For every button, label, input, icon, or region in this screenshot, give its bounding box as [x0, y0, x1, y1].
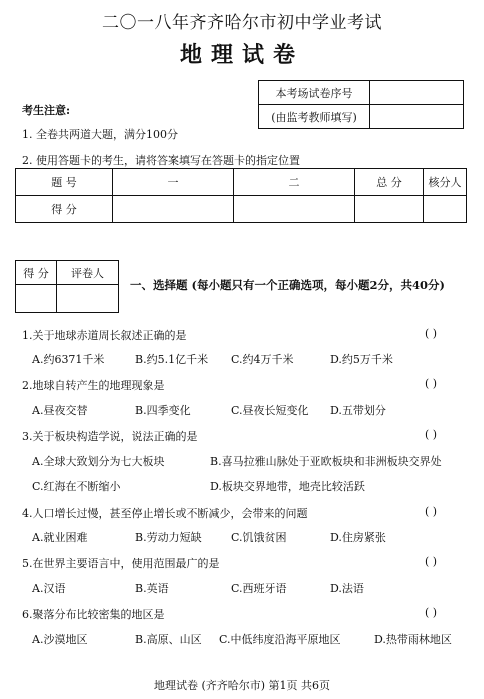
page-footer: 地理试卷 (齐齐哈尔市) 第1页 共6页	[153, 679, 331, 692]
question-stem: 6.聚落分布比较密集的地区是	[22, 608, 165, 621]
score-cell-total[interactable]	[355, 196, 424, 223]
score-row-label: 得 分	[16, 196, 113, 223]
grader-score-cell[interactable]	[16, 285, 57, 313]
serial-value-cell-2[interactable]	[370, 105, 464, 129]
option-a[interactable]: A.昼夜交替	[32, 404, 88, 417]
answer-paren[interactable]: ( )	[425, 555, 438, 568]
score-header-total: 总 分	[355, 169, 424, 196]
option-b[interactable]: B.约5.1亿千米	[135, 353, 209, 366]
answer-paren[interactable]: ( )	[425, 377, 438, 390]
section-title: 一、选择题 (每小题只有一个正确选项，每小题2分，共40分)	[130, 278, 445, 292]
score-header-checker: 核分人	[424, 169, 467, 196]
option-b[interactable]: B.英语	[135, 582, 169, 595]
option-d[interactable]: D.住房紧张	[330, 531, 386, 544]
notes-heading: 考生注意:	[22, 104, 71, 117]
question-stem: 2.地球自转产生的地理现象是	[22, 379, 165, 392]
option-a[interactable]: A.约6371千米	[32, 353, 105, 366]
option-b[interactable]: B.喜马拉雅山脉处于亚欧板块和非洲板块交界处	[210, 455, 442, 468]
score-header-part1: 一	[113, 169, 234, 196]
option-a[interactable]: A.全球大致划分为七大板块	[32, 455, 165, 468]
option-c[interactable]: C.红海在不断缩小	[32, 480, 121, 493]
option-b[interactable]: B.高原、山区	[135, 633, 202, 646]
note-item-1: 1. 全卷共两道大题，满分100分	[22, 128, 178, 141]
question-stem: 5.在世界主要语言中，使用范围最广的是	[22, 557, 220, 570]
question-stem: 4.人口增长过慢，甚至停止增长或不断减少，会带来的问题	[22, 507, 308, 520]
option-d[interactable]: D.五带划分	[330, 404, 386, 417]
option-d[interactable]: D.约5万千米	[330, 353, 393, 366]
option-c[interactable]: C.西班牙语	[231, 582, 287, 595]
score-header-part2: 二	[234, 169, 355, 196]
answer-paren[interactable]: ( )	[425, 505, 438, 518]
option-b[interactable]: B.劳动力短缺	[135, 531, 202, 544]
answer-paren[interactable]: ( )	[425, 428, 438, 441]
score-cell-checker[interactable]	[424, 196, 467, 223]
option-c[interactable]: C.中低纬度沿海平原地区	[219, 633, 341, 646]
serial-number-box	[258, 80, 464, 129]
grader-name-label: 评卷人	[57, 261, 119, 285]
option-a[interactable]: A.就业困难	[32, 531, 88, 544]
option-a[interactable]: A.汉语	[32, 582, 66, 595]
subject-title: 地理试卷	[179, 42, 304, 68]
score-cell-1[interactable]	[113, 196, 234, 223]
option-b[interactable]: B.四季变化	[135, 404, 191, 417]
question-stem: 3.关于板块构造学说，说法正确的是	[22, 430, 198, 443]
option-d[interactable]: D.法语	[330, 582, 364, 595]
serial-note: (由监考教师填写)	[259, 105, 370, 129]
grader-score-label: 得 分	[16, 261, 57, 285]
note-item-2: 2. 使用答题卡的考生，请将答案填写在答题卡的指定位置	[22, 154, 300, 167]
score-header-number: 题 号	[16, 169, 113, 196]
exam-title: 二〇一八年齐齐哈尔市初中学业考试	[102, 13, 382, 33]
option-c[interactable]: C.约4万千米	[231, 353, 294, 366]
option-c[interactable]: C.昼夜长短变化	[231, 404, 309, 417]
answer-paren[interactable]: ( )	[425, 327, 438, 340]
serial-value-cell[interactable]	[370, 81, 464, 105]
question-stem: 1.关于地球赤道周长叙述正确的是	[22, 329, 187, 342]
score-cell-2[interactable]	[234, 196, 355, 223]
score-table	[15, 168, 467, 223]
answer-paren[interactable]: ( )	[425, 606, 438, 619]
serial-label: 本考场试卷序号	[259, 81, 370, 105]
option-c[interactable]: C.饥饿贫困	[231, 531, 287, 544]
option-d[interactable]: D.热带雨林地区	[374, 633, 452, 646]
option-a[interactable]: A.沙漠地区	[32, 633, 88, 646]
grader-name-cell[interactable]	[57, 285, 119, 313]
option-d[interactable]: D.板块交界地带，地壳比较活跃	[210, 480, 365, 493]
grader-box	[15, 260, 119, 313]
